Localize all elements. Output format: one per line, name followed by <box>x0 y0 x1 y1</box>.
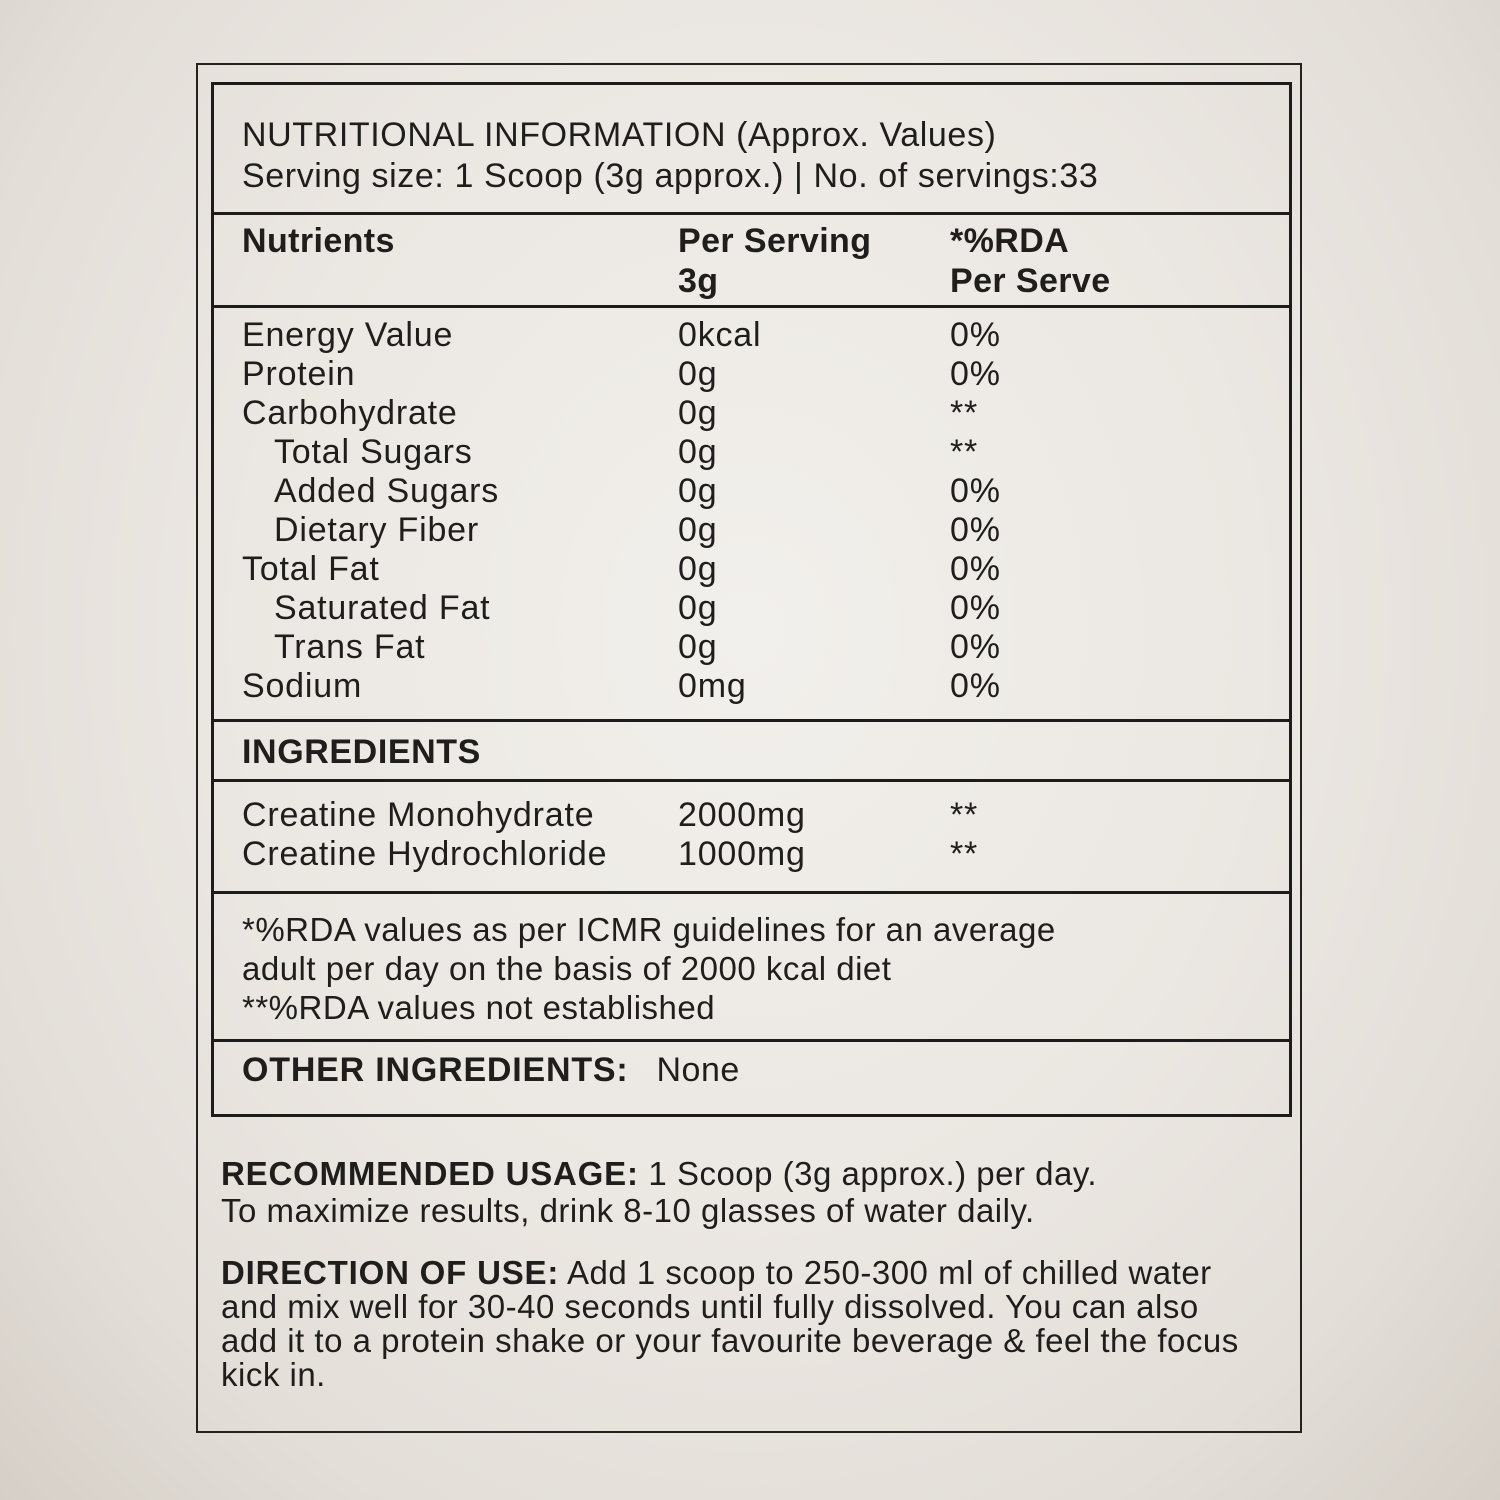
title-section <box>214 85 1289 215</box>
ingredient-rda: ** <box>950 835 979 873</box>
nutrient-row <box>242 355 1289 394</box>
usage-label: RECOMMENDED USAGE: <box>221 1155 639 1192</box>
ingredient-row <box>242 835 1289 874</box>
ingredient-value: 1000mg <box>678 835 806 873</box>
directions-label: DIRECTION OF USE: <box>221 1254 560 1291</box>
nutrient-value: 0g <box>678 394 718 432</box>
nutrient-row <box>242 316 1289 355</box>
ingredients-section <box>214 782 1289 894</box>
nutrient-rda: 0% <box>950 628 1001 666</box>
other-ingredients-label: OTHER INGREDIENTS: <box>242 1051 629 1089</box>
outer-frame <box>196 63 1302 1433</box>
nutrient-row <box>242 628 1289 667</box>
other-ingredients-value: None <box>656 1051 740 1089</box>
nutrient-rda: ** <box>950 394 979 432</box>
ingredient-name: Creatine Hydrochloride <box>242 835 608 873</box>
nutrient-value: 0g <box>678 628 718 666</box>
nutrition-table <box>211 82 1292 1117</box>
nutrient-name: Protein <box>242 355 356 393</box>
nutrient-rda: 0% <box>950 316 1001 354</box>
nutrient-row <box>242 394 1289 433</box>
nutrient-value: 0g <box>678 472 718 510</box>
nutrient-rda: ** <box>950 433 979 471</box>
nutrient-name: Added Sugars <box>274 472 500 510</box>
serving-size-line: Serving size: 1 Scoop (3g approx.) | No. of servings:33 <box>242 157 1099 195</box>
nutrient-value: 0mg <box>678 667 747 705</box>
column-header-row <box>214 215 1289 308</box>
col-rda: *%RDA Per Serve <box>950 222 1111 300</box>
nutrient-row <box>242 433 1289 472</box>
nutrient-value: 0g <box>678 589 718 627</box>
nutrient-rda: 0% <box>950 472 1001 510</box>
nutrient-value: 0g <box>678 550 718 588</box>
nutrient-name: Energy Value <box>242 316 454 354</box>
ingredient-name: Creatine Monohydrate <box>242 796 595 834</box>
nutrient-name: Total Sugars <box>274 433 473 471</box>
ingredient-rda: ** <box>950 796 979 834</box>
nutrients-section <box>214 308 1289 722</box>
nutrient-value: 0g <box>678 511 718 549</box>
nutrient-name: Saturated Fat <box>274 589 491 627</box>
nutrient-rda: 0% <box>950 667 1001 705</box>
directions-section <box>221 1256 1251 1392</box>
ingredient-row <box>242 796 1289 835</box>
usage-line-1 <box>221 1155 1261 1192</box>
nutrient-row <box>242 472 1289 511</box>
nutrient-name: Dietary Fiber <box>274 511 480 549</box>
usage-section <box>221 1155 1261 1229</box>
nutrient-rda: 0% <box>950 511 1001 549</box>
col-per-serving: Per Serving 3g <box>678 222 872 300</box>
nutrient-row <box>242 511 1289 550</box>
nutrient-name: Trans Fat <box>274 628 426 666</box>
nutrient-row <box>242 550 1289 589</box>
ingredient-value: 2000mg <box>678 796 806 834</box>
nutrient-name: Carbohydrate <box>242 394 458 432</box>
nutrient-value: 0kcal <box>678 316 762 354</box>
other-ingredients-row <box>214 1042 1289 1114</box>
ingredients-header: INGREDIENTS <box>214 722 1289 782</box>
nutrient-value: 0g <box>678 433 718 471</box>
footnote-section <box>214 894 1289 1042</box>
usage-line-2: To maximize results, drink 8-10 glasses of water daily. <box>221 1192 1035 1229</box>
footnote-not-established: **%RDA values not established <box>242 989 716 1026</box>
nutrient-name: Total Fat <box>242 550 380 588</box>
nutrient-row <box>242 667 1289 706</box>
nutrient-row <box>242 589 1289 628</box>
footnote-rda: *%RDA values as per ICMR guidelines for an average adult per day on the basis of 2000 kcal diet <box>242 911 1056 987</box>
label-title: NUTRITIONAL INFORMATION (Approx. Values) <box>242 116 997 154</box>
nutrient-rda: 0% <box>950 589 1001 627</box>
nutrient-value: 0g <box>678 355 718 393</box>
directions-text: Add 1 scoop to 250-300 ml of chilled water and mix well for 30-40 seconds until fully dissolved. You can also add it to a protein shake or your favourite beverage & feel the focus kick in. <box>221 1254 1239 1393</box>
nutrient-name: Sodium <box>242 667 363 705</box>
usage-text: 1 Scoop (3g approx.) per day. <box>648 1155 1098 1192</box>
col-nutrients: Nutrients <box>242 222 395 260</box>
nutrient-rda: 0% <box>950 355 1001 393</box>
nutrient-rda: 0% <box>950 550 1001 588</box>
